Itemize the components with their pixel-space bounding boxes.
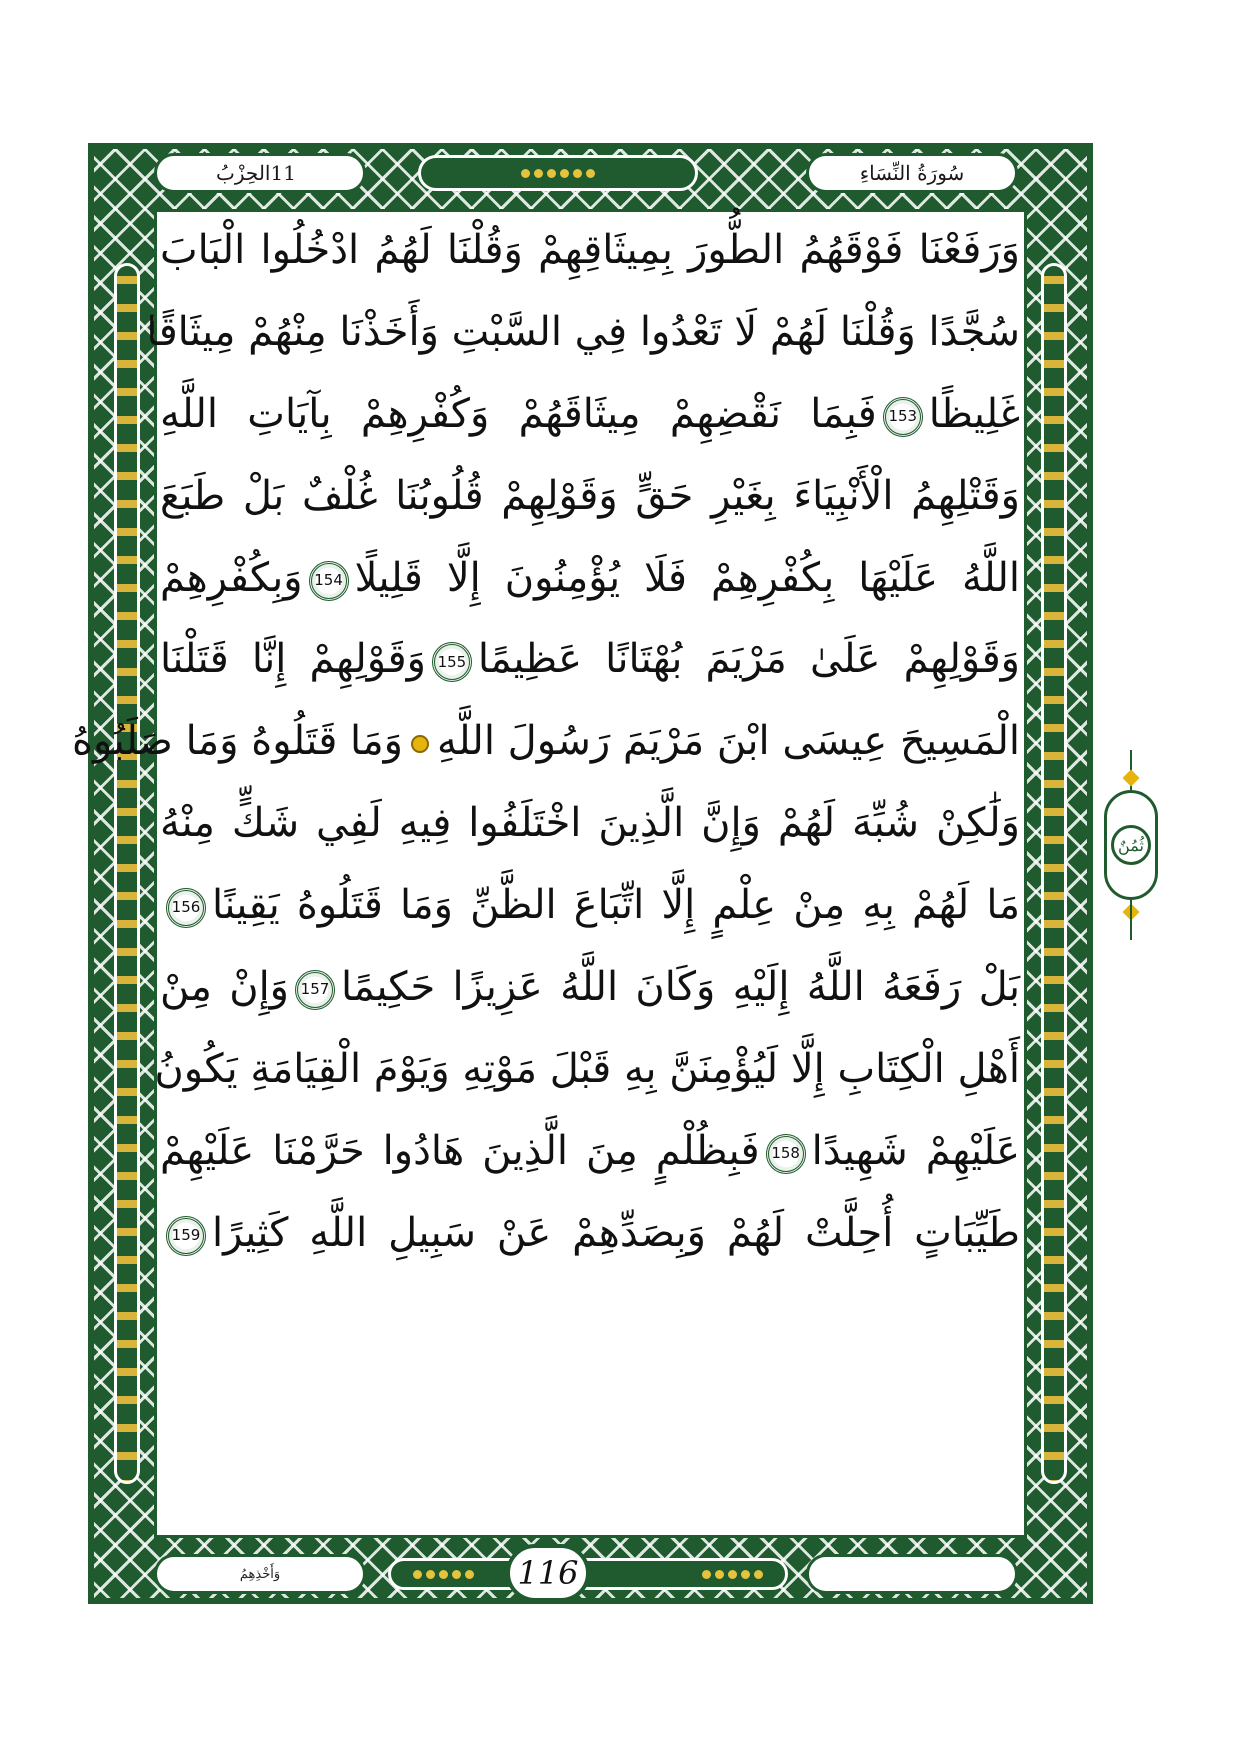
header-center-ornament [418, 155, 698, 191]
diamond-icon [1123, 770, 1140, 787]
catchword-cartouche [154, 1554, 366, 1594]
line-text-after: فَبِمَا نَقْضِهِمْ مِيثَاقَهُمْ وَكُفْرِهِمْ بِآيَاتِ اللَّهِ [160, 390, 877, 437]
medallion-icon [1104, 790, 1158, 900]
line-text-before: طَيِّبَاتٍ أُحِلَّتْ لَهُمْ وَبِصَدِّهِمْ عَنْ سَبِيلِ اللَّهِ كَثِيرًا [212, 1209, 1020, 1256]
line-text-after: فَبِظُلْمٍ مِنَ الَّذِينَ هَادُوا حَرَّمْنَا عَلَيْهِمْ [160, 1127, 760, 1174]
bead-ornament-icon [521, 169, 595, 178]
text-line [160, 456, 1020, 538]
ayah-number-marker: 156 [166, 888, 206, 928]
ayah-number-marker: 154 [309, 561, 349, 601]
ayah-number-marker: 157 [295, 970, 335, 1010]
line-text: سُجَّدًا وَقُلْنَا لَهُمْ لَا تَعْدُوا فِي السَّبْتِ وَأَخَذْنَا مِنْهُمْ مِيثَاقًا [146, 308, 1020, 355]
line-text-before: الْمَسِيحَ عِيسَى ابْنَ مَرْيَمَ رَسُولَ اللَّهِ [436, 718, 1020, 765]
ayah-number-marker: 153 [883, 397, 923, 437]
line-text-after: وَبِكُفْرِهِمْ [160, 554, 303, 601]
catchword: وَأَخْذِهِمُ [239, 1566, 281, 1582]
text-line [146, 292, 1020, 374]
line-text-before: مَا لَهُمْ بِهِ مِنْ عِلْمٍ إِلَّا اتِّبَاعَ الظَّنِّ وَمَا قَتَلُوهُ يَقِينًا [212, 882, 1020, 929]
page-number: 116 [506, 1544, 590, 1602]
text-line [72, 701, 1020, 783]
line-text: وَرَفَعْنَا فَوْقَهُمُ الطُّورَ بِمِيثَاقِهِمْ وَقُلْنَا لَهُمُ ادْخُلُوا الْبَابَ [160, 227, 1020, 273]
line-text-before: بَلْ رَفَعَهُ اللَّهُ إِلَيْهِ وَكَانَ اللَّهُ عَزِيزًا حَكِيمًا [341, 964, 1020, 1011]
hizb-number: 11 [270, 161, 296, 185]
line-text-before: اللَّهُ عَلَيْهَا بِكُفْرِهِمْ فَلَا يُؤْمِنُونَ إِلَّا قَلِيلًا [354, 554, 1020, 601]
right-chain-ornament [1041, 263, 1067, 1484]
text-line [160, 1111, 1020, 1193]
text-line [160, 538, 1020, 620]
surah-name-cartouche [806, 153, 1018, 193]
line-text-after: وَمَا قَتَلُوهُ وَمَا صَلَبُوهُ [72, 718, 403, 765]
margin-marker-label: ثُمُنٌ [1118, 835, 1144, 855]
ayah-number-marker: 159 [166, 1216, 206, 1256]
line-text: وَقَتْلِهِمُ الْأَنْبِيَاءَ بِغَيْرِ حَقٍّ وَقَوْلِهِمْ قُلُوبُنَا غُلْفٌ بَلْ طَبَعَ [160, 472, 1020, 519]
quran-text-block [72, 210, 1021, 1520]
line-text-before: غَلِيظًا [928, 390, 1020, 437]
hizb-label: الحِزْبُ [216, 161, 271, 185]
waqf-dot-icon [411, 735, 429, 753]
line-text-before: عَلَيْهِمْ شَهِيدًا [811, 1127, 1021, 1174]
text-line [160, 783, 1020, 865]
text-line [160, 1193, 1020, 1275]
hizb-cartouche [154, 153, 366, 193]
text-line [160, 947, 1020, 1029]
left-chain-ornament [114, 263, 140, 1484]
bead-ornament-icon [413, 1570, 474, 1579]
line-text-after: وَقَوْلِهِمْ إِنَّا قَتَلْنَا [160, 636, 426, 683]
text-line [160, 865, 1020, 947]
bead-ornament-icon [702, 1570, 763, 1579]
line-text-after: وَإِنْ مِنْ [160, 964, 289, 1011]
text-line [160, 374, 1020, 456]
text-line [160, 619, 1020, 701]
eighth-hizb-marker [1102, 750, 1160, 940]
surah-name: سُورَةُ النِّسَاءِ [859, 161, 965, 185]
line-text: أَهْلِ الْكِتَابِ إِلَّا لَيُؤْمِنَنَّ بِهِ قَبْلَ مَوْتِهِ وَيَوْمَ الْقِيَامَةِ يَكُونُ [154, 1045, 1020, 1092]
line-text-before: وَقَوْلِهِمْ عَلَىٰ مَرْيَمَ بُهْتَانًا عَظِيمًا [477, 636, 1021, 683]
text-line [160, 210, 1020, 292]
footer-right-cartouche [806, 1554, 1018, 1594]
ayah-number-marker: 155 [432, 642, 472, 682]
text-line [154, 1029, 1020, 1111]
ayah-number-marker: 158 [766, 1134, 806, 1174]
ornament-stem [1130, 900, 1132, 940]
line-text: وَلَٰكِنْ شُبِّهَ لَهُمْ وَإِنَّ الَّذِينَ اخْتَلَفُوا فِيهِ لَفِي شَكٍّ مِنْهُ [160, 800, 1020, 847]
